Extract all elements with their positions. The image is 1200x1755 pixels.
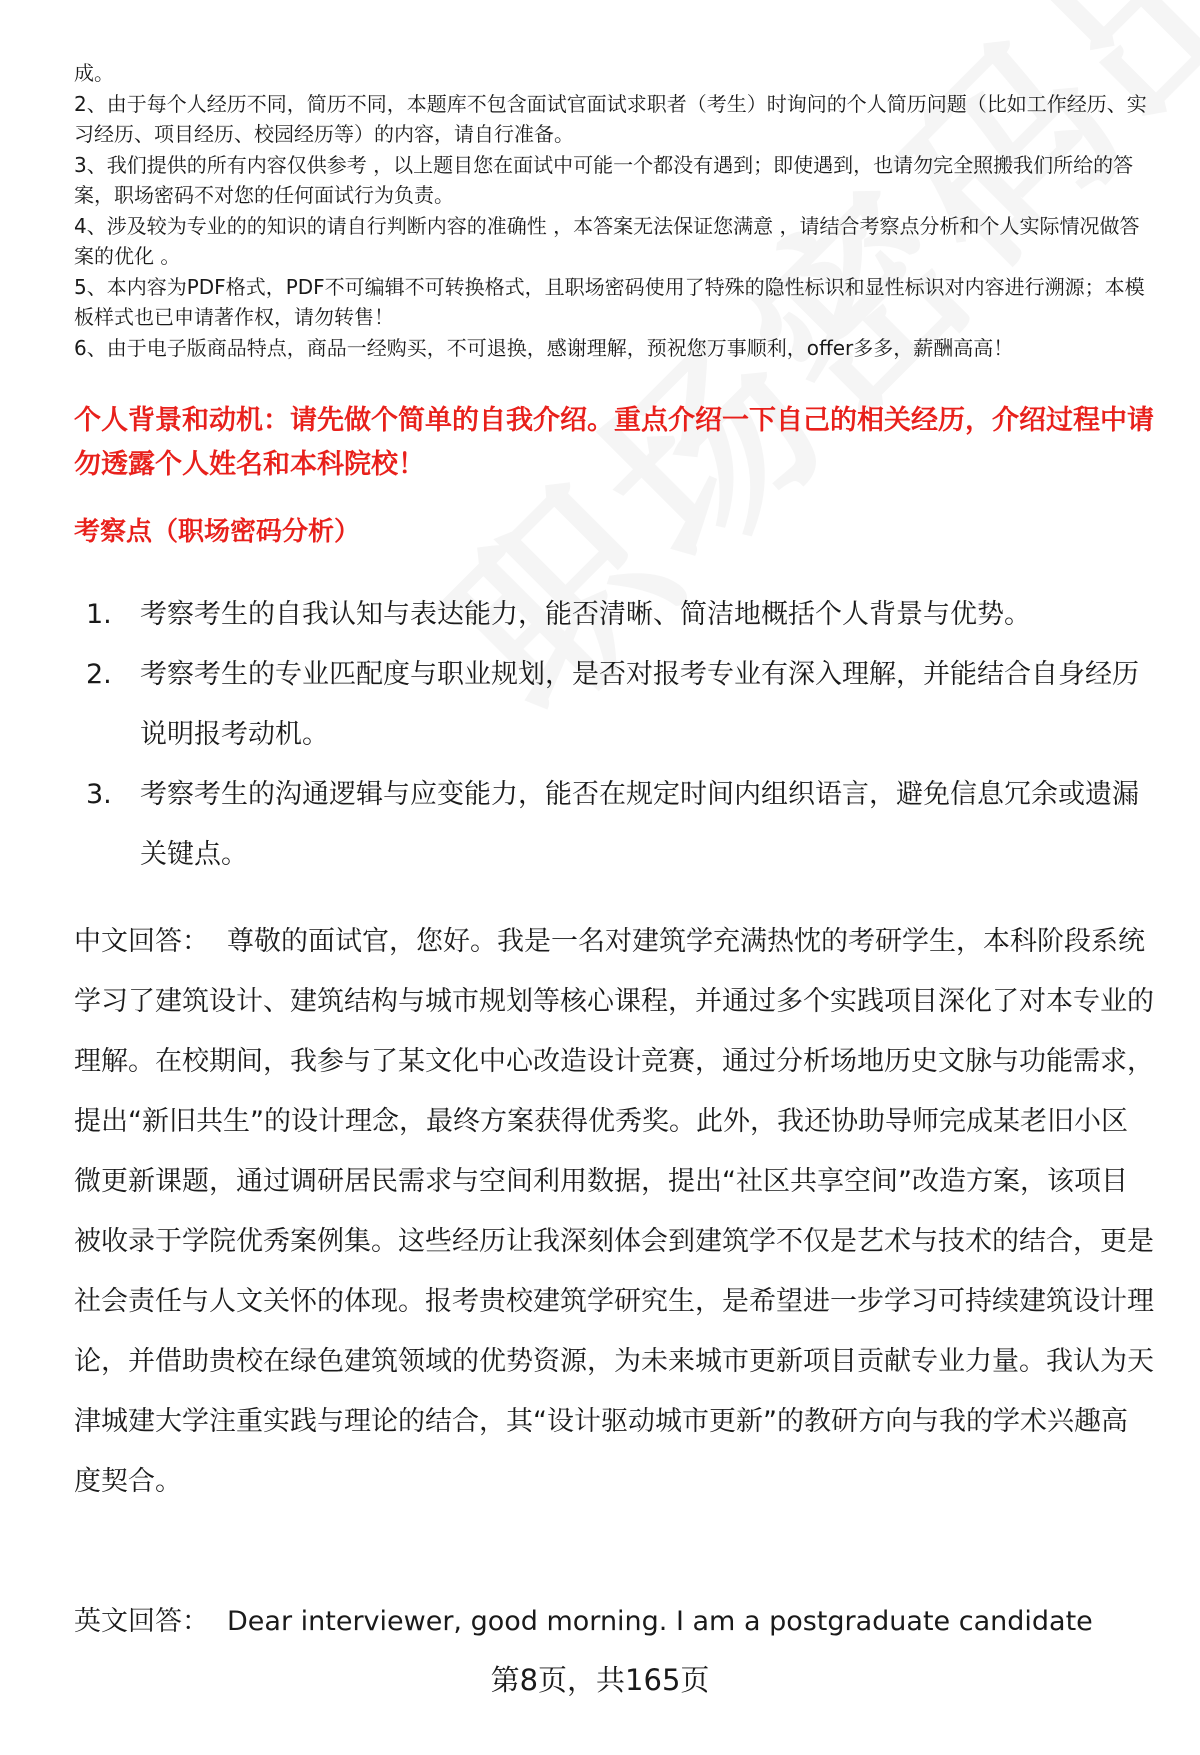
list-number: 3.	[86, 779, 112, 810]
list-item	[74, 765, 1154, 885]
chinese-answer-text: 尊敬的面试官，您好。我是一名对建筑学充满热忱的考研学生，本科阶段系统学习了建筑设计、建筑结构与城市规划等核心课程，并通过多个实践项目深化了对本专业的理解。在校期间，我参与了某文化中心改造设计竞赛，通过分析场地历史文脉与功能需求，提出“新旧共生”的设计理念，最终方案获得优秀奖。此外，我还协助导师完成某老旧小区微更新课题，通过调研居民需求与空间利用数据，提出“社区共享空间”改造方案，该项目被收录于学院优秀案例集。这些经历让我深刻体会到建筑学不仅是艺术与技术的结合，更是社会责任与人文关怀的体现。报考贵校建筑学研究生，是希望进一步学习可持续建筑设计理论，并借助贵校在绿色建筑领域的优势资源，为未来城市更新项目贡献专业力量。我认为天津城建大学注重实践与理论的结合，其“设计驱动城市更新”的教研方向与我的学术兴趣高度契合。	[74, 926, 1154, 1497]
english-answer	[74, 1592, 1154, 1652]
notes-section	[74, 58, 1154, 363]
list-item	[74, 645, 1154, 765]
analysis-heading: 考察点（职场密码分析）	[74, 517, 361, 547]
note-line: 5、本内容为PDF格式，PDF不可编辑不可转换格式，且职场密码使用了特殊的隐性标识和显性标识对内容进行溯源；本模板样式也已申请著作权，请勿转售！	[74, 274, 1145, 329]
note-line: 2、由于每个人经历不同，简历不同，本题库不包含面试官面试求职者（考生）时询问的个人简历问题（比如工作经历、实习经历、项目经历、校园经历等）的内容，请自行准备。	[74, 91, 1147, 146]
chinese-answer-label: 中文回答：	[74, 926, 209, 957]
list-number: 2.	[86, 659, 112, 690]
analysis-points-list	[74, 585, 1154, 885]
list-text: 考察考生的自我认知与表达能力，能否清晰、简洁地概括个人背景与优势。	[140, 599, 1031, 630]
english-answer-label: 英文回答：	[74, 1606, 209, 1637]
list-item	[74, 585, 1154, 645]
interview-question: 个人背景和动机：请先做个简单的自我介绍。重点介绍一下自己的相关经历，介绍过程中请勿透露个人姓名和本科院校！	[74, 405, 1154, 480]
list-number: 1.	[86, 599, 112, 630]
page-footer: 第8页，共165页	[490, 1663, 710, 1697]
note-line: 成。	[74, 61, 114, 85]
english-answer-text: Dear interviewer, good morning. I am a postgraduate candidate	[227, 1606, 1093, 1637]
note-line: 4、涉及较为专业的的知识的请自行判断内容的准确性 ，本答案无法保证您满意 ，请结合考察点分析和个人实际情况做答案的优化 。	[74, 213, 1140, 268]
chinese-answer	[74, 912, 1154, 1512]
list-text: 考察考生的专业匹配度与职业规划，是否对报考专业有深入理解，并能结合自身经历说明报考动机。	[140, 659, 1139, 750]
note-line: 6、由于电子版商品特点，商品一经购买，不可退换，感谢理解，预祝您万事顺利，offer多多，薪酬高高！	[74, 335, 1014, 360]
note-line: 3、我们提供的所有内容仅供参考 ，以上题目您在面试中可能一个都没有遇到；即使遇到，也请勿完全照搬我们所给的答案，职场密码不对您的任何面试行为负责。	[74, 152, 1134, 207]
list-text: 考察考生的沟通逻辑与应变能力，能否在规定时间内组织语言，避免信息冗余或遗漏关键点。	[140, 779, 1139, 870]
